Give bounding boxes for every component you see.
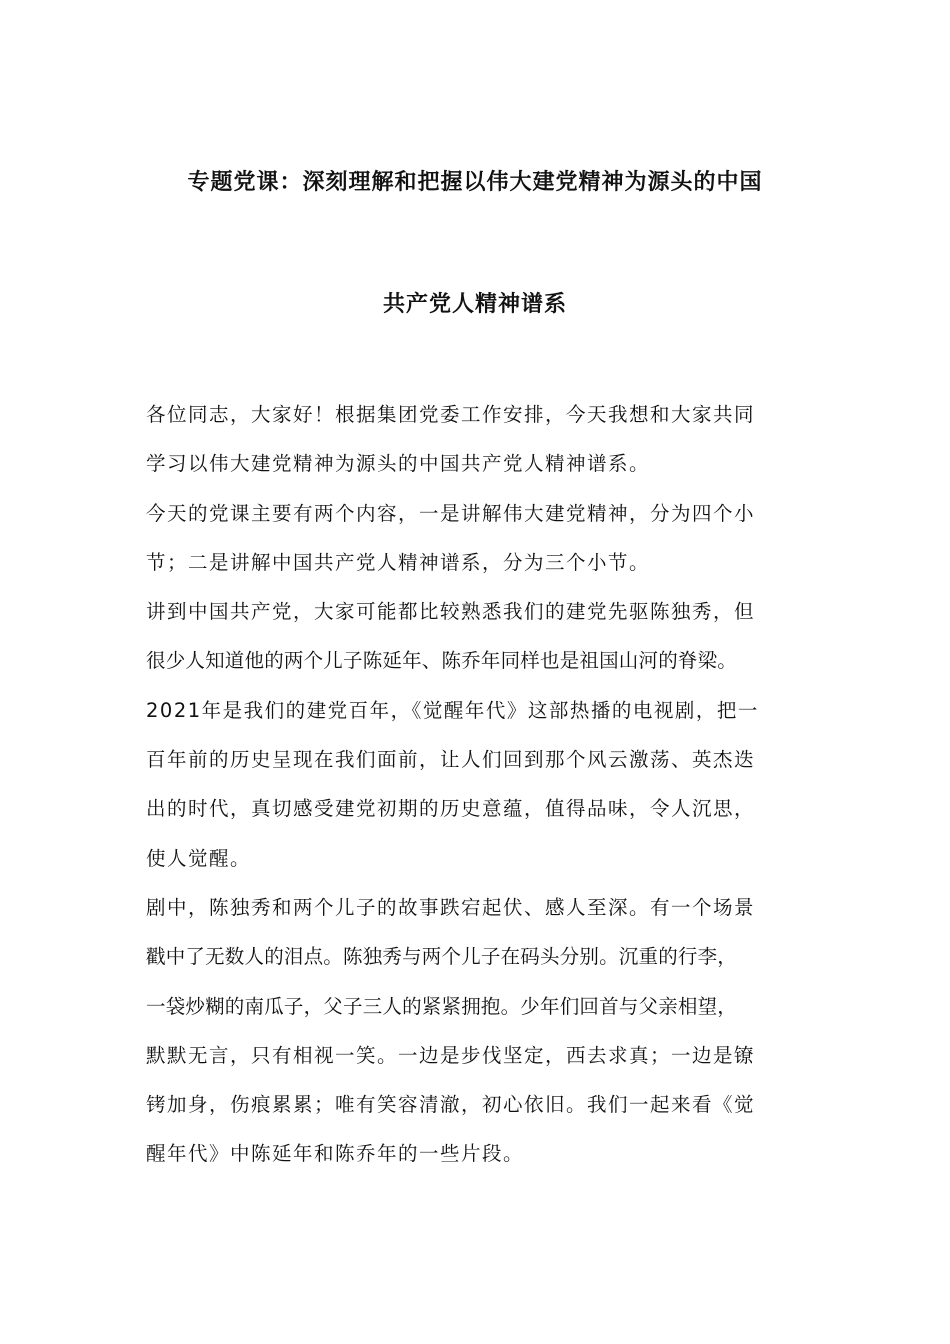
body-line: 出的时代，真切感受建党初期的历史意蕴，值得品味，令人沉思，	[146, 797, 756, 821]
body-line: 2021年是我们的建党百年，《觉醒年代》这部热播的电视剧，把一	[146, 698, 759, 722]
body-line: 醒年代》中陈延年和陈乔年的一些片段。	[146, 1142, 525, 1166]
body-line: 各位同志，大家好！根据集团党委工作安排，今天我想和大家共同	[146, 403, 756, 426]
document-body	[146, 397, 846, 1186]
body-line: 剧中，陈独秀和两个儿子的故事跌宕起伏、感人至深。有一个场景	[146, 895, 756, 919]
body-line: 百年前的历史呈现在我们面前，让人们回到那个风云激荡、英杰迭	[146, 748, 756, 772]
body-line: 使人觉醒。	[146, 846, 252, 870]
body-line: 讲到中国共产党，大家可能都比较熟悉我们的建党先驱陈独秀，但	[146, 600, 756, 624]
body-line: 今天的党课主要有两个内容，一是讲解伟大建党精神，分为四个小	[146, 501, 756, 525]
body-line: 一袋炒糊的南瓜子，父子三人的紧紧拥抱。少年们回首与父亲相望，	[146, 994, 738, 1018]
body-line: 戳中了无数人的泪点。陈独秀与两个儿子在码头分别。沉重的行李，	[146, 945, 738, 969]
body-line: 很少人知道他的两个儿子陈延年、陈乔年同样也是祖国山河的脊梁。	[146, 649, 738, 673]
document-title-line-2: 共产党人精神谱系	[382, 292, 567, 317]
body-line: 铐加身，伤痕累累；唯有笑容清澈，初心依旧。我们一起来看《觉	[146, 1093, 756, 1117]
body-line: 学习以伟大建党精神为源头的中国共产党人精神谱系。	[146, 452, 651, 476]
body-line: 默默无言，只有相视一笑。一边是步伐坚定，西去求真；一边是镣	[146, 1043, 756, 1067]
body-line: 节；二是讲解中国共产党人精神谱系，分为三个小节。	[146, 550, 651, 574]
document-title-line-1: 专题党课：深刻理解和把握以伟大建党精神为源头的中国	[187, 170, 763, 195]
